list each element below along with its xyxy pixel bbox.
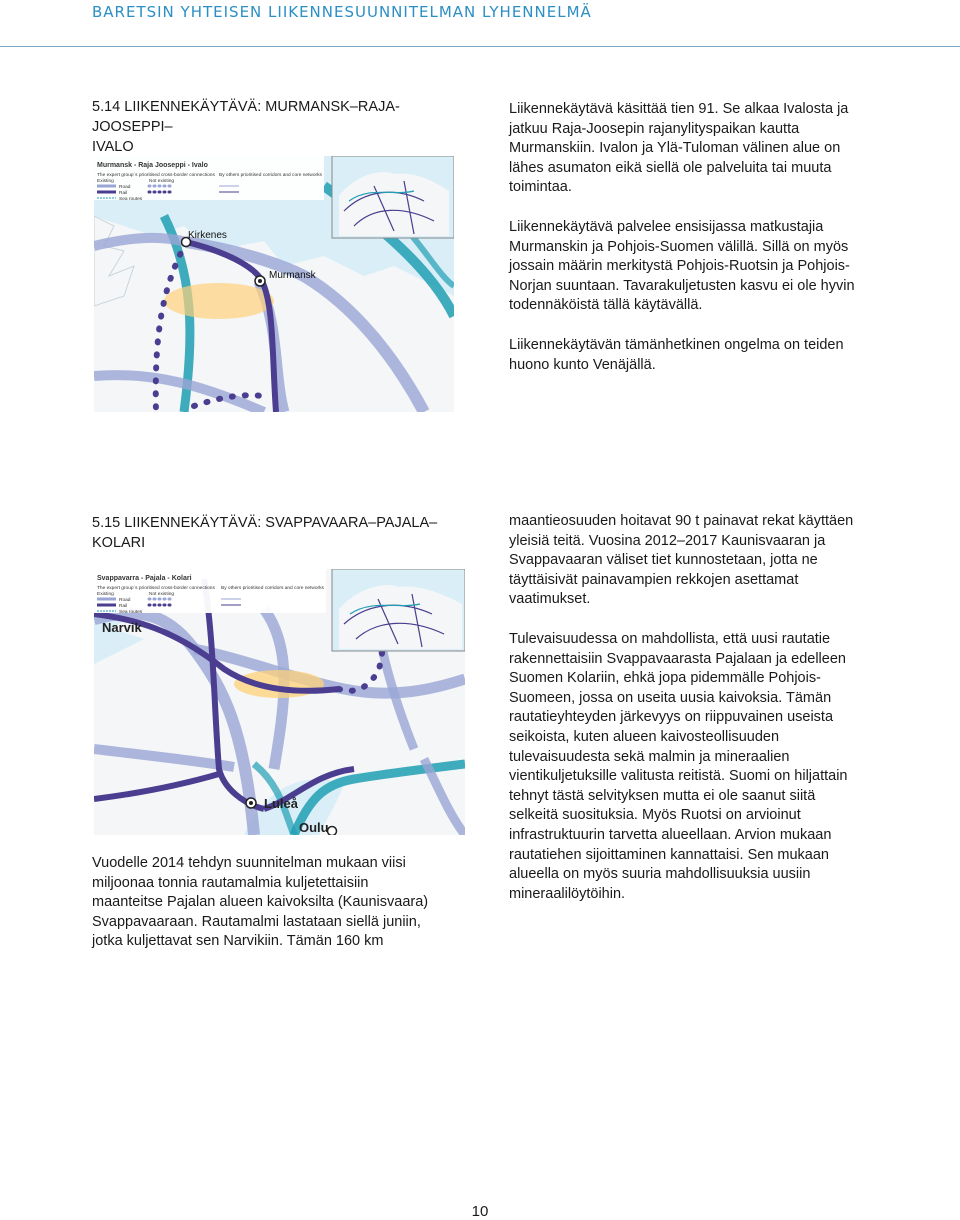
document-title: BARETSIN YHTEISEN LIIKENNESUUNNITELMAN LYHENNELMÄ (92, 3, 592, 21)
legend-road: Road (119, 598, 131, 603)
city-label-kirkenes: Kirkenes (188, 230, 227, 241)
legend-sea: Sea routes (119, 610, 143, 615)
section2-right-paragraph-1: maantieosuuden hoitavat 90 t painavat rekat käyttäen yleisiä teitä. Vuosina 2012–2017 Kaunisvaaran ja Svappavaaran väliset tiet kunnostetaan, jotta ne täyttäisivät painavampien rekkojen asettamat vaatimukset. (509, 513, 854, 608)
legend-rail: Rail (119, 604, 128, 609)
corridor-map-murmansk (94, 156, 454, 412)
legend-not-existing: Not existing (149, 592, 175, 597)
legend-left-heading: The expert group´s prioritised cross-border connections (97, 586, 215, 591)
corridor-map-svappavaara (94, 569, 465, 835)
map-murmansk-svg (94, 156, 454, 412)
legend-sea: Sea routes (119, 197, 143, 202)
legend-not-existing: Not existing (149, 179, 175, 184)
city-label-murmansk: Murmansk (269, 270, 316, 281)
section-heading-5-14: 5.14 LIIKENNEKÄYTÄVÄ: MURMANSK–RAJA-JOOSEPPI– IVALO (92, 99, 400, 155)
map-svappavaara-svg (94, 569, 465, 835)
page-number: 10 (471, 1203, 489, 1220)
legend-left-heading: The expert group´s prioritised cross-border connections (97, 173, 215, 178)
section2-left-paragraph: Vuodelle 2014 tehdyn suunnitelman mukaan viisi miljoonaa tonnia rautamalmia kuljetettaisiin maanteitse Pajalan alueen kaivoksilta (Kaunisvaara) Svappavaaraan. Rautamalmi lastataan siellä juniin, jotka kuljettavat sen Narvikiin. Tämän 160 km (92, 855, 429, 950)
city-marker-oulu (328, 827, 337, 836)
legend-title: Svappavarra - Pajala - Kolari (97, 575, 192, 582)
section-heading-5-15: 5.15 LIIKENNEKÄYTÄVÄ: SVAPPAVAARA–PAJALA– KOLARI (92, 515, 438, 551)
section2-right-paragraph-2: Tulevaisuudessa on mahdollista, että uusi rautatie rakennettaisiin Svappavaarasta Pajalaan ja edelleen Suomen Kolariin, ehkä jopa pidemmälle Pohjois- Suomeen, jossa on useita uusia kaivoksia. Tämän rautatieyhteyden järkevyys on riippuvainen useista seikoista, kuten alueen kaivosteollisuuden tulevaisuudesta sekä malmin ja mineraalien vientikuljetuksille valitusta reitistä. Suomi on hiljattain tehnyt tästä selvityksen mutta ei ole saanut siitä selkeitä suosituksia. Myös Ruotsi on arvioinut infrastruktuurin tarvetta alueellaan. Arvion mukaan rautatiehen sijoittaminen kannattaisi. Sen mukaan alueella on myös suuria mahdollisuuksia uusiin mineraalilöytöihin. (509, 631, 848, 902)
section1-paragraph-3: Liikennekäytävän tämänhetkinen ongelma on teiden huono kunto Venäjällä. (509, 337, 844, 373)
legend-right-heading: By others prioritised corridors and core networks (219, 173, 322, 178)
section1-paragraph-1: Liikennekäytävä käsittää tien 91. Se alkaa Ivalosta ja jatkuu Raja-Joosepin rajanylityspaikan kautta Murmanskiin. Ivalon ja Ylä-Tuloman välinen alue on lähes asumaton eikä siellä ole palveluita tai muuta toimintaa. (509, 101, 849, 196)
legend-title: Murmansk - Raja Jooseppi - Ivalo (97, 162, 208, 169)
legend-existing: Existing (97, 179, 114, 184)
legend-road: Road (119, 185, 131, 190)
legend-rail: Rail (119, 191, 128, 196)
legend-existing: Existing (97, 592, 114, 597)
legend-right-heading: By others prioritised corridors and core networks (221, 586, 324, 591)
section1-paragraph-2: Liikennekäytävä palvelee ensisijassa matkustajia Murmanskin ja Pohjois-Suomen välillä. Sillä on myös jossain määrin merkitystä Pohjois-Ruotsin ja Pohjois- Norjan suuntaan. Tavarakuljetusten kasvu ei ole hyvin todennäköistä tällä käytävällä. (509, 219, 855, 314)
city-label-oulu: Oulu (299, 820, 329, 835)
city-label-narvik: Narvik (102, 620, 142, 635)
page-header (0, 0, 960, 47)
city-label-lulea: Luleå (264, 796, 298, 811)
